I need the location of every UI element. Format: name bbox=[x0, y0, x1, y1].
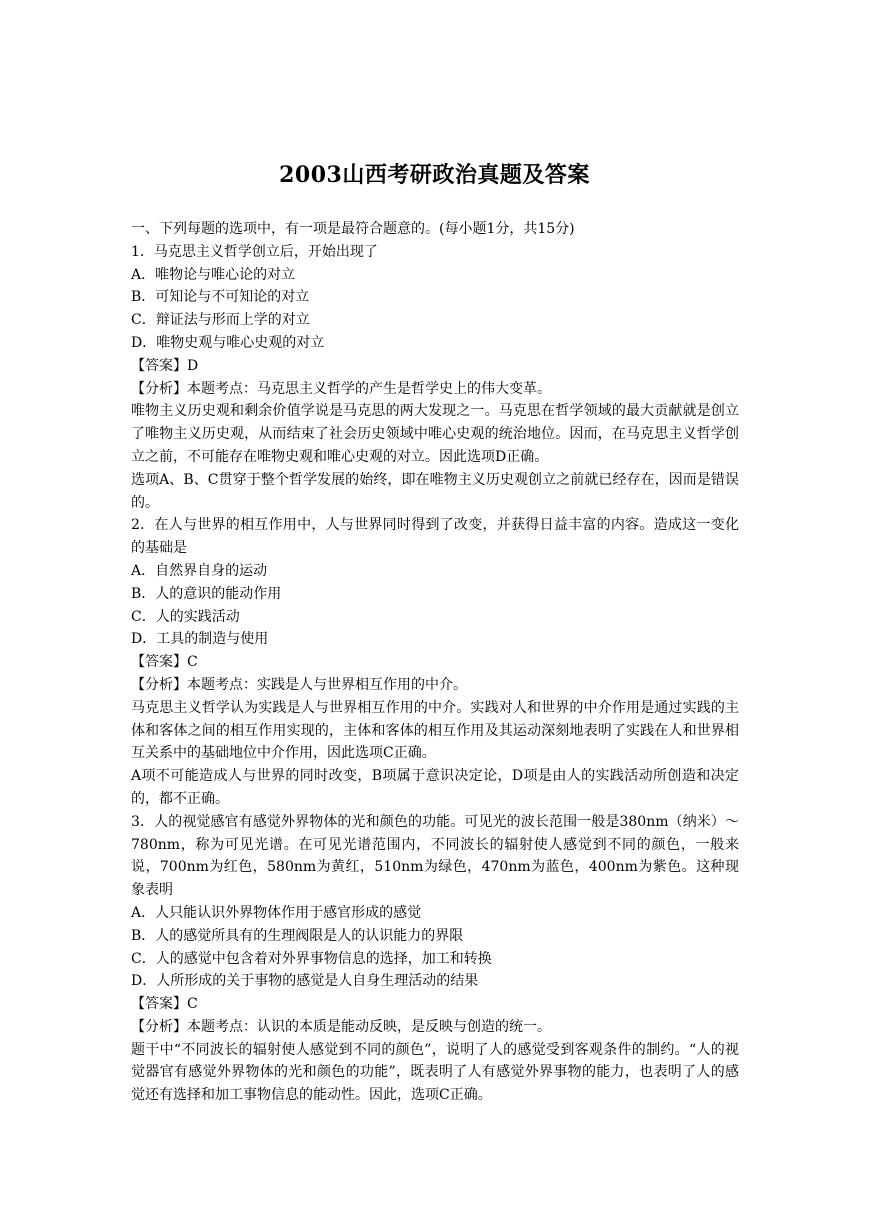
question-option: B．人的意识的能动作用 bbox=[131, 585, 282, 602]
question-option: C．人的实践活动 bbox=[131, 608, 240, 625]
section-header: 一、下列每题的选项中，有一项是最符合题意的。(每小题1分，共15分) bbox=[131, 221, 575, 237]
answer-label: 【答案】C bbox=[131, 996, 198, 1013]
question-option: A．自然界自身的运动 bbox=[131, 562, 268, 579]
question-option: C．人的感觉中包含着对外界事物信息的选择，加工和转换 bbox=[131, 950, 492, 967]
question-option: C．辩证法与形而上学的对立 bbox=[131, 312, 310, 329]
question-option: A．唯物论与唯心论的对立 bbox=[131, 266, 296, 283]
question-option: A．人只能认识外界物体作用于感官形成的感觉 bbox=[131, 904, 422, 921]
answer-label: 【答案】C bbox=[131, 654, 198, 671]
question-option: D．工具的制造与使用 bbox=[131, 631, 269, 648]
analysis-label: 【分析】本题考点：马克思主义哲学的产生是哲学史上的伟大变革。 bbox=[131, 380, 551, 397]
question-option: B．可知论与不可知论的对立 bbox=[131, 289, 310, 306]
question-stem: 1．马克思主义哲学创立后，开始出现了 bbox=[131, 243, 378, 260]
analysis-label: 【分析】本题考点：实践是人与世界相互作用的中介。 bbox=[131, 676, 467, 693]
explanation-paragraph: 题干中“不同波长的辐射使人感觉到不同的颜色”，说明了人的感觉受到客观条件的制约。“人的视觉器官有感觉外界物体的光和颜色的功能”，既表明了人有感觉外界事物的能力，也表明了人的感觉还有选择和加工事物信息的能动性。因此，选项C正确。 bbox=[131, 1041, 739, 1104]
explanation-paragraph: A项不可能造成人与世界的同时改变，B项属于意识决定论，D项是由人的实践活动所创造和决定的，都不正确。 bbox=[131, 768, 739, 807]
question-stem: 3．人的视觉感官有感觉外界物体的光和颜色的功能。可见光的波长范围一般是380nm（纳米）～780nm，称为可见光谱。在可见光谱范围内，不同波长的辐射使人感觉到不同的颜色，一般来说，700nm为红色，580nm为黄红，510nm为绿色，470nm为蓝色，400nm为紫色。这种现象表明 bbox=[131, 813, 739, 899]
document-body bbox=[131, 218, 739, 1107]
analysis-label: 【分析】本题考点：认识的本质是能动反映，是反映与创造的统一。 bbox=[131, 1018, 551, 1035]
question-option: B．人的感觉所具有的生理阀限是人的认识能力的界限 bbox=[131, 927, 464, 944]
explanation-paragraph: 唯物主义历史观和剩余价值学说是马克思的两大发现之一。马克思在哲学领域的最大贡献就是创立了唯物主义历史观，从而结束了社会历史领域中唯心史观的统治地位。因而，在马克思主义哲学创立之前，不可能存在唯物史观和唯心史观的对立。因此选项D正确。 bbox=[131, 403, 739, 465]
document-title: 2003山西考研政治真题及答案 bbox=[279, 162, 590, 188]
explanation-paragraph: 马克思主义哲学认为实践是人与世界相互作用的中介。实践对人和世界的中介作用是通过实践的主体和客体之间的相互作用实现的，主体和客体的相互作用及其运动深刻地表明了实践在人和世界相互关系中的基础地位中介作用，因此选项C正确。 bbox=[131, 699, 739, 762]
question-option: D．唯物史观与唯心史观的对立 bbox=[131, 334, 325, 351]
answer-label: 【答案】D bbox=[131, 357, 199, 374]
question-option: D．人所形成的关于事物的感觉是人自身生理活动的结果 bbox=[131, 973, 479, 990]
question-stem: 2．在人与世界的相互作用中，人与世界同时得到了改变，并获得日益丰富的内容。造成这一变化的基础是 bbox=[131, 517, 739, 557]
explanation-paragraph: 选项A、B、C贯穿于整个哲学发展的始终，即在唯物主义历史观创立之前就已经存在，因而是错误的。 bbox=[131, 471, 739, 511]
